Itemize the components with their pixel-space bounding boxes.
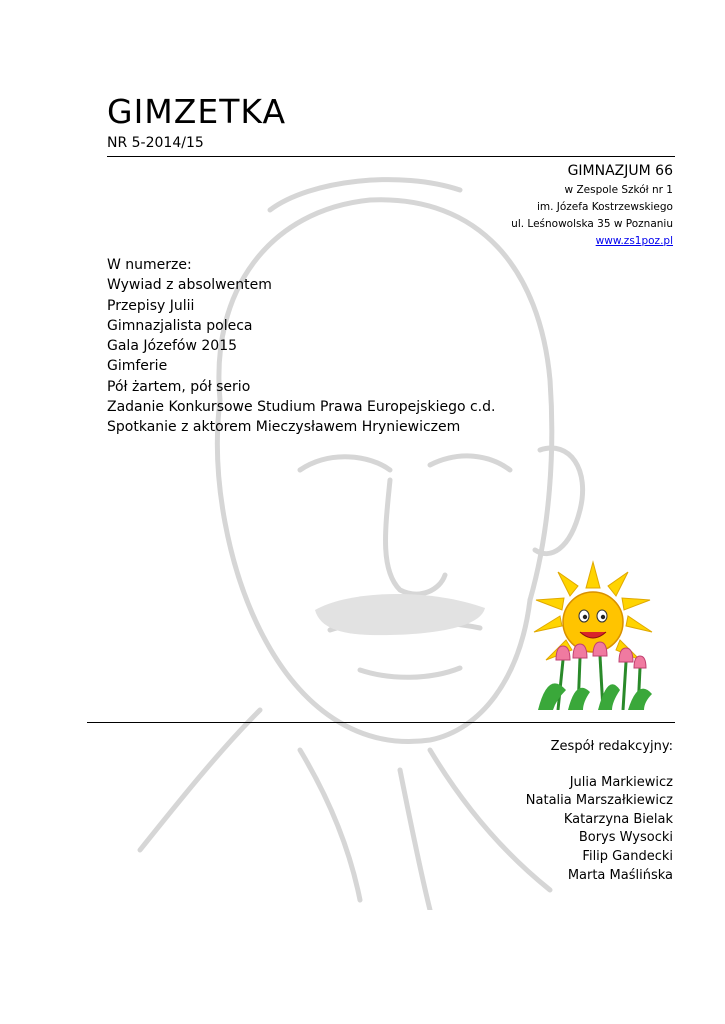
team-member: Julia Markiewicz <box>569 774 673 790</box>
toc-item: Przepisy Julii <box>107 297 195 314</box>
footer-divider <box>87 722 675 723</box>
school-name: GIMNAZJUM 66 <box>567 163 673 179</box>
team-member: Filip Gandecki <box>582 848 673 864</box>
team-member: Borys Wysocki <box>578 830 673 846</box>
header-divider <box>107 156 675 157</box>
sun-flowers-clipart <box>528 560 658 710</box>
school-address: ul. Leśnowolska 35 w Poznaniu <box>511 218 673 230</box>
team-member: Natalia Marszałkiewicz <box>525 793 673 809</box>
toc-item: Zadanie Konkursowe Studium Prawa Europejskiego c.d. <box>107 399 496 416</box>
issue-number: NR 5-2014/15 <box>107 135 204 151</box>
masthead-title: GIMZETKA <box>107 92 287 131</box>
school-info <box>511 160 673 250</box>
editorial-team <box>526 738 673 885</box>
toc-item: Gala Józefów 2015 <box>107 338 238 355</box>
toc-heading: W numerze: <box>107 257 192 273</box>
school-website-link[interactable]: www.zs1poz.pl <box>595 235 673 247</box>
team-member: Marta Maślińska <box>567 867 673 883</box>
toc-item: Gimferie <box>107 358 168 375</box>
toc-item: Spotkanie z aktorem Mieczysławem Hryniewiczem <box>107 419 461 436</box>
school-line-1: w Zespole Szkół nr 1 <box>564 184 673 196</box>
team-member: Katarzyna Bielak <box>563 811 673 827</box>
toc-item: Pół żartem, pół serio <box>107 378 251 395</box>
school-line-2: im. Józefa Kostrzewskiego <box>536 201 673 213</box>
table-of-contents <box>107 255 495 438</box>
team-heading: Zespół redakcyjny: <box>550 739 673 754</box>
toc-item: Wywiad z absolwentem <box>107 277 272 294</box>
toc-item: Gimnazjalista poleca <box>107 317 253 334</box>
